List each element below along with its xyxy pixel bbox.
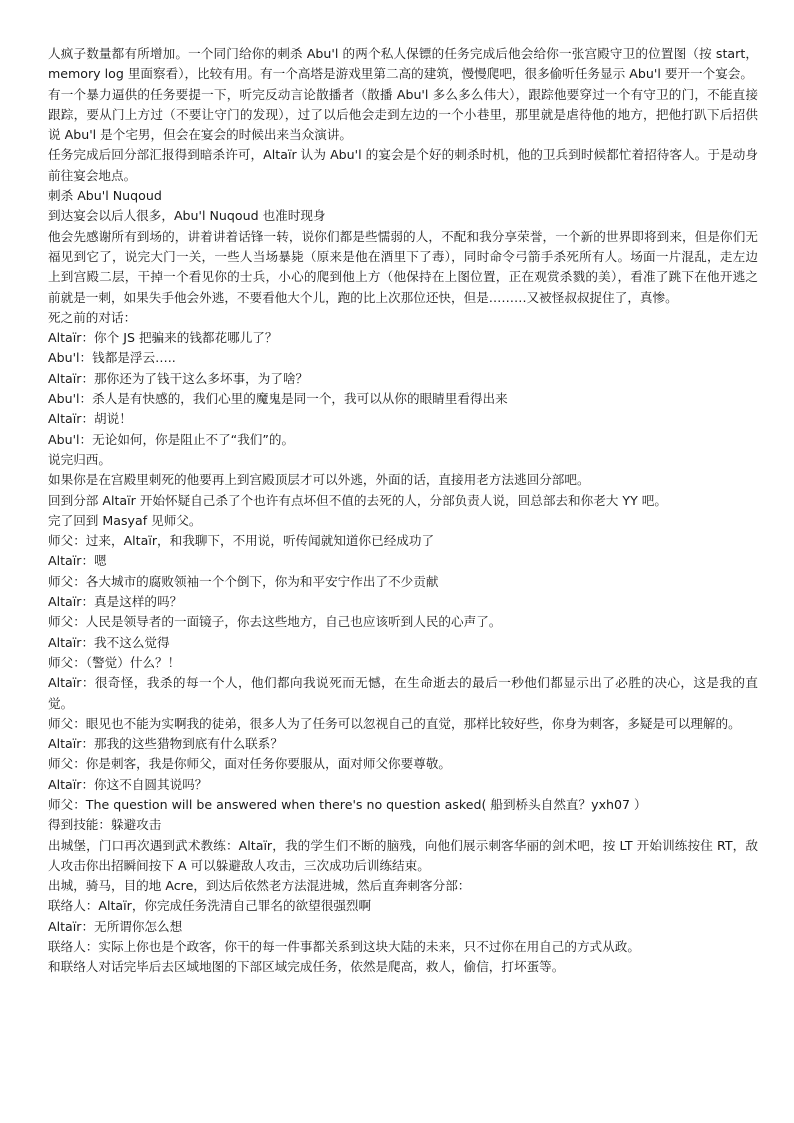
dialogue-line: Altaïr：你个 JS 把骗来的钱都花哪儿了？ xyxy=(48,330,278,346)
paragraph: 有一个暴力逼供的任务要提一下，听完反动言论散播者（散播 Abu'l 多么多么伟大），跟踪他要穿过一个有守卫的门，不能直接跟踪，要从门上方过（不要让守门的发现），过了以后他会走到左边的一个小巷里，那里就是虐待他的地方，把他打趴下后招供说 Abu'l 是个宅男，但会在宴会的时候出来当众演讲。 xyxy=(48,86,758,143)
section-heading: 刺杀 Abu'l Nuqoud xyxy=(48,188,162,204)
dialogue-line: Abu'l：杀人是有快感的，我们心里的魔鬼是同一个，我可以从你的眼睛里看得出来 xyxy=(48,391,508,407)
dialogue-line: 联络人：Altaïr，你完成任务洗清自己罪名的欲望很强烈啊 xyxy=(48,898,372,914)
dialogue-line: Altaïr：我不这么觉得 xyxy=(48,634,170,650)
paragraph: 和联络人对话完毕后去区域地图的下部区域完成任务，依然是爬高，救人，偷信，打坏蛋等。 xyxy=(48,959,565,975)
dialogue-line: 师父：（警觉）什么？！ xyxy=(48,654,181,670)
paragraph: 出城堡，门口再次遇到武术教练：Altaïr，我的学生们不断的脑残，向他们展示刺客华丽的剑术吧，按 LT 开始训练按住 RT，敌人攻击你出招瞬间按下 A 可以躲避敌人攻击，三次成功后训练结束。 xyxy=(48,837,758,873)
dialogue-line: Altaïr：真是这样的吗？ xyxy=(48,594,183,610)
paragraph: 到达宴会以后人很多，Abu'l Nuqoud 也准时现身 xyxy=(48,208,326,224)
dialogue-line: Altaïr：很奇怪，我杀的每一个人，他们都向我说死而无憾，在生命逝去的最后一秒他们都显示出了必胜的决心，这是我的直觉。 xyxy=(48,675,758,711)
dialogue-line: Altaïr：无所谓你怎么想 xyxy=(48,918,183,934)
dialogue-line: Altaïr：那我的这些猎物到底有什么联系？ xyxy=(48,736,283,752)
dialogue-line: Abu'l：钱都是浮云….. xyxy=(48,350,176,366)
paragraph: 出城，骑马，目的地 Acre，到达后依然老方法混进城，然后直奔刺客分部： xyxy=(48,878,471,894)
dialogue-line: 师父：你是刺客，我是你师父，面对任务你要服从，面对师父你要尊敬。 xyxy=(48,756,451,772)
dialogue-line: 师父：各大城市的腐败领袖一个个倒下，你为和平安宁作出了不少贡献 xyxy=(48,573,439,589)
dialogue-line: Altaïr：那你还为了钱干这么多坏事，为了啥？ xyxy=(48,370,309,386)
dialogue-line: Altaïr：你这不自圆其说吗？ xyxy=(48,776,208,792)
paragraph: 人疯子数量都有所增加。一个同门给你的刺杀 Abu'l 的两个私人保镖的任务完成后他会给你一张宫殿守卫的位置图（按 start，memory log 里面察看），比较有用。有一个高塔是游戏里第二高的建筑，慢慢爬吧，很多偷听任务显示 Abu'l 要开一个宴会。 xyxy=(48,46,758,82)
dialogue-line: 师父：眼见也不能为实啊我的徒弟，很多人为了任务可以忽视自己的直觉，那样比较好些，你身为刺客，多疑是可以理解的。 xyxy=(48,715,741,731)
paragraph: 他会先感谢所有到场的，讲着讲着话锋一转，说你们都是些懦弱的人，不配和我分享荣誉，一个新的世界即将到来，但是你们无福见到它了，说完大门一关，一些人当场暴毙（原来是他在酒里下了毒），同时命令弓箭手杀死所有人。场面一片混乱，走左边上到宫殿二层，干掉一个看见你的士兵，小心的爬到他上方（他保持在上图位置，正在观赏杀戮的美），看准了跳下在他开逃之前就是一刺，如果失手他会外逃，不要看他大个儿，跑的比上次那位还快，但是………又被怪叔叔捉住了，真惨。 xyxy=(48,228,758,305)
dialogue-line: Abu'l：无论如何，你是阻止不了“我们”的。 xyxy=(48,431,295,447)
dialogue-line: 师父：人民是领导者的一面镜子，你去这些地方，自己也应该听到人民的心声了。 xyxy=(48,614,502,630)
paragraph: 任务完成后回分部汇报得到暗杀许可，Altaïr 认为 Abu'l 的宴会是个好的刺杀时机，他的卫兵到时候都忙着招待客人。于是动身前往宴会地点。 xyxy=(48,147,758,183)
dialogue-line: Altaïr：嗯 xyxy=(48,553,107,569)
paragraph: 回到分部 Altaïr 开始怀疑自己杀了个也许有点坏但不值的去死的人，分部负责人说，回总部去和你老大 YY 吧。 xyxy=(48,492,667,508)
paragraph: 说完归西。 xyxy=(48,451,111,467)
paragraph: 如果你是在宫殿里刺死的他要再上到宫殿顶层才可以外逃，外面的话，直接用老方法逃回分部吧。 xyxy=(48,472,590,488)
dialogue-line: 联络人：实际上你也是个政客，你干的每一件事都关系到这块大陆的未来，只不过你在用自己的方式从政。 xyxy=(48,939,640,955)
dialogue-line: Altaïr：胡说！ xyxy=(48,411,132,427)
paragraph: 死之前的对话： xyxy=(48,309,137,325)
paragraph: 完了回到 Masyaf 见师父。 xyxy=(48,512,202,528)
dialogue-line: 师父：The question will be answered when there's no question asked( 船到桥头自然直？yxh07 ） xyxy=(48,796,647,812)
dialogue-line: 师父：过来，Altaïr，和我聊下，不用说，听传闻就知道你已经成功了 xyxy=(48,533,435,549)
document-body xyxy=(48,44,758,978)
paragraph: 得到技能：躲避攻击 xyxy=(48,817,162,833)
